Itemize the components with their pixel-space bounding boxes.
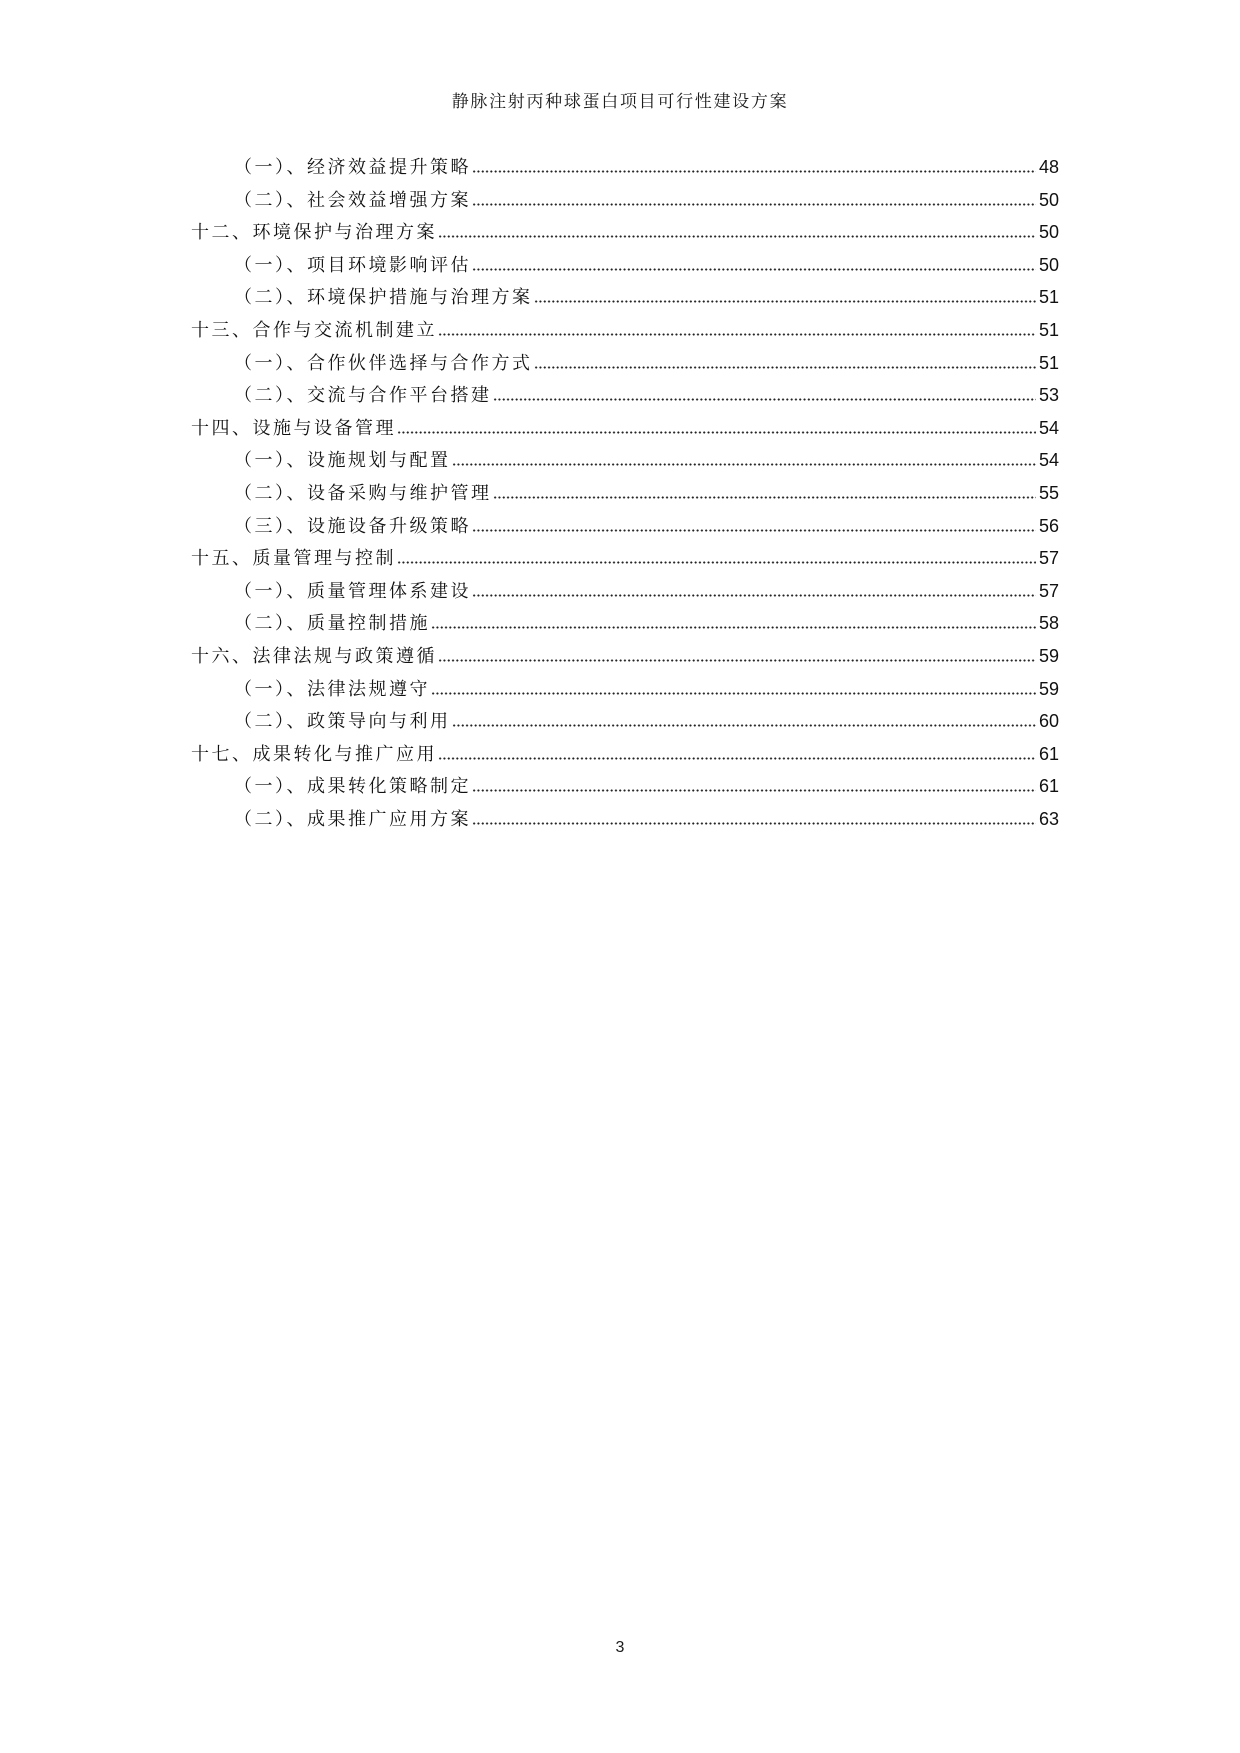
toc-entry <box>191 673 1059 706</box>
toc-entry-page-number: 53 <box>1038 385 1059 406</box>
dot-leader <box>452 463 1036 466</box>
toc-chapter-entry <box>191 412 1059 445</box>
toc-entry-page-number: 57 <box>1038 548 1059 569</box>
toc-chapter-entry <box>191 216 1059 249</box>
toc-entry-page-number: 61 <box>1038 776 1059 797</box>
toc-entry-page-number: 50 <box>1038 189 1059 210</box>
toc-chapter-entry <box>191 314 1059 347</box>
toc-entry-page-number: 60 <box>1038 711 1059 732</box>
dot-leader <box>397 431 1036 434</box>
toc-entry-label: （二）、设备采购与维护管理 <box>234 482 492 504</box>
toc-chapter-entry <box>191 542 1059 575</box>
toc-entry <box>191 803 1059 836</box>
toc-entry-label: 十五、质量管理与控制 <box>191 548 396 570</box>
toc-entry-page-number: 56 <box>1038 515 1059 536</box>
toc-entry-label: （二）、交流与合作平台搭建 <box>234 385 492 407</box>
toc-entry-page-number: 61 <box>1038 743 1059 764</box>
dot-leader <box>472 822 1036 825</box>
toc-entry-page-number: 50 <box>1038 254 1059 275</box>
toc-entry-page-number: 59 <box>1038 645 1059 666</box>
toc-entry <box>191 510 1059 543</box>
toc-entry-label: 十二、环境保护与治理方案 <box>191 222 437 244</box>
toc-entry-label: （二）、成果推广应用方案 <box>234 808 471 830</box>
toc-entry-page-number: 63 <box>1038 808 1059 829</box>
dot-leader <box>472 170 1036 173</box>
dot-leader <box>397 561 1036 564</box>
dot-leader <box>438 757 1036 760</box>
toc-entry-label: （二）、社会效益增强方案 <box>234 189 471 211</box>
dot-leader <box>472 529 1036 532</box>
toc-entry-page-number: 51 <box>1038 319 1059 340</box>
dot-leader <box>472 203 1036 206</box>
toc-entry-label: （二）、政策导向与利用 <box>234 711 451 733</box>
dot-leader <box>452 724 1036 727</box>
toc-entry <box>191 770 1059 803</box>
document-header-title: 静脉注射丙种球蛋白项目可行性建设方案 <box>451 92 789 112</box>
toc-entry <box>191 444 1059 477</box>
page-number: 3 <box>615 1639 625 1656</box>
toc-chapter-entry <box>191 640 1059 673</box>
toc-entry-page-number: 58 <box>1038 613 1059 634</box>
toc-entry <box>191 184 1059 217</box>
table-of-contents <box>191 151 1059 835</box>
toc-entry-page-number: 57 <box>1038 580 1059 601</box>
dot-leader <box>534 300 1036 303</box>
toc-entry-label: 十七、成果转化与推广应用 <box>191 743 437 765</box>
dot-leader <box>438 659 1036 662</box>
toc-entry <box>191 705 1059 738</box>
dot-leader <box>493 398 1036 401</box>
toc-entry <box>191 347 1059 380</box>
toc-entry-page-number: 51 <box>1038 352 1059 373</box>
toc-entry-page-number: 48 <box>1038 157 1059 177</box>
toc-entry <box>191 379 1059 412</box>
toc-entry-page-number: 55 <box>1038 482 1059 503</box>
toc-entry-label: （三）、设施设备升级策略 <box>234 515 471 537</box>
toc-entry-label: （一）、质量管理体系建设 <box>234 580 471 602</box>
dot-leader <box>534 366 1036 369</box>
toc-entry-label: （一）、设施规划与配置 <box>234 450 451 472</box>
dot-leader <box>493 496 1036 499</box>
dot-leader <box>431 692 1036 695</box>
toc-entry-label: （一）、项目环境影响评估 <box>234 254 471 276</box>
dot-leader <box>472 268 1036 271</box>
toc-entry <box>191 151 1059 184</box>
dot-leader <box>472 789 1036 792</box>
toc-entry-label: 十四、设施与设备管理 <box>191 417 396 439</box>
toc-entry-label: 十六、法律法规与政策遵循 <box>191 645 437 667</box>
toc-entry <box>191 575 1059 608</box>
toc-entry-label: （二）、质量控制措施 <box>234 613 430 635</box>
toc-entry-page-number: 54 <box>1038 450 1059 471</box>
toc-entry <box>191 281 1059 314</box>
toc-entry-label: （一）、成果转化策略制定 <box>234 776 471 798</box>
toc-entry-label: （二）、环境保护措施与治理方案 <box>234 287 533 309</box>
dot-leader <box>472 594 1036 597</box>
toc-entry <box>191 607 1059 640</box>
dot-leader <box>438 333 1036 336</box>
toc-entry <box>191 477 1059 510</box>
toc-entry-page-number: 54 <box>1038 417 1059 438</box>
toc-entry <box>191 249 1059 282</box>
toc-entry-label: （一）、经济效益提升策略 <box>234 157 471 178</box>
toc-entry-page-number: 50 <box>1038 222 1059 243</box>
toc-entry-label: 十三、合作与交流机制建立 <box>191 319 437 341</box>
toc-entry-label: （一）、合作伙伴选择与合作方式 <box>234 352 533 374</box>
toc-entry-page-number: 51 <box>1038 287 1059 308</box>
toc-entry-label: （一）、法律法规遵守 <box>234 678 430 700</box>
toc-entry-page-number: 59 <box>1038 678 1059 699</box>
dot-leader <box>438 235 1036 238</box>
dot-leader <box>431 626 1036 629</box>
toc-chapter-entry <box>191 738 1059 771</box>
